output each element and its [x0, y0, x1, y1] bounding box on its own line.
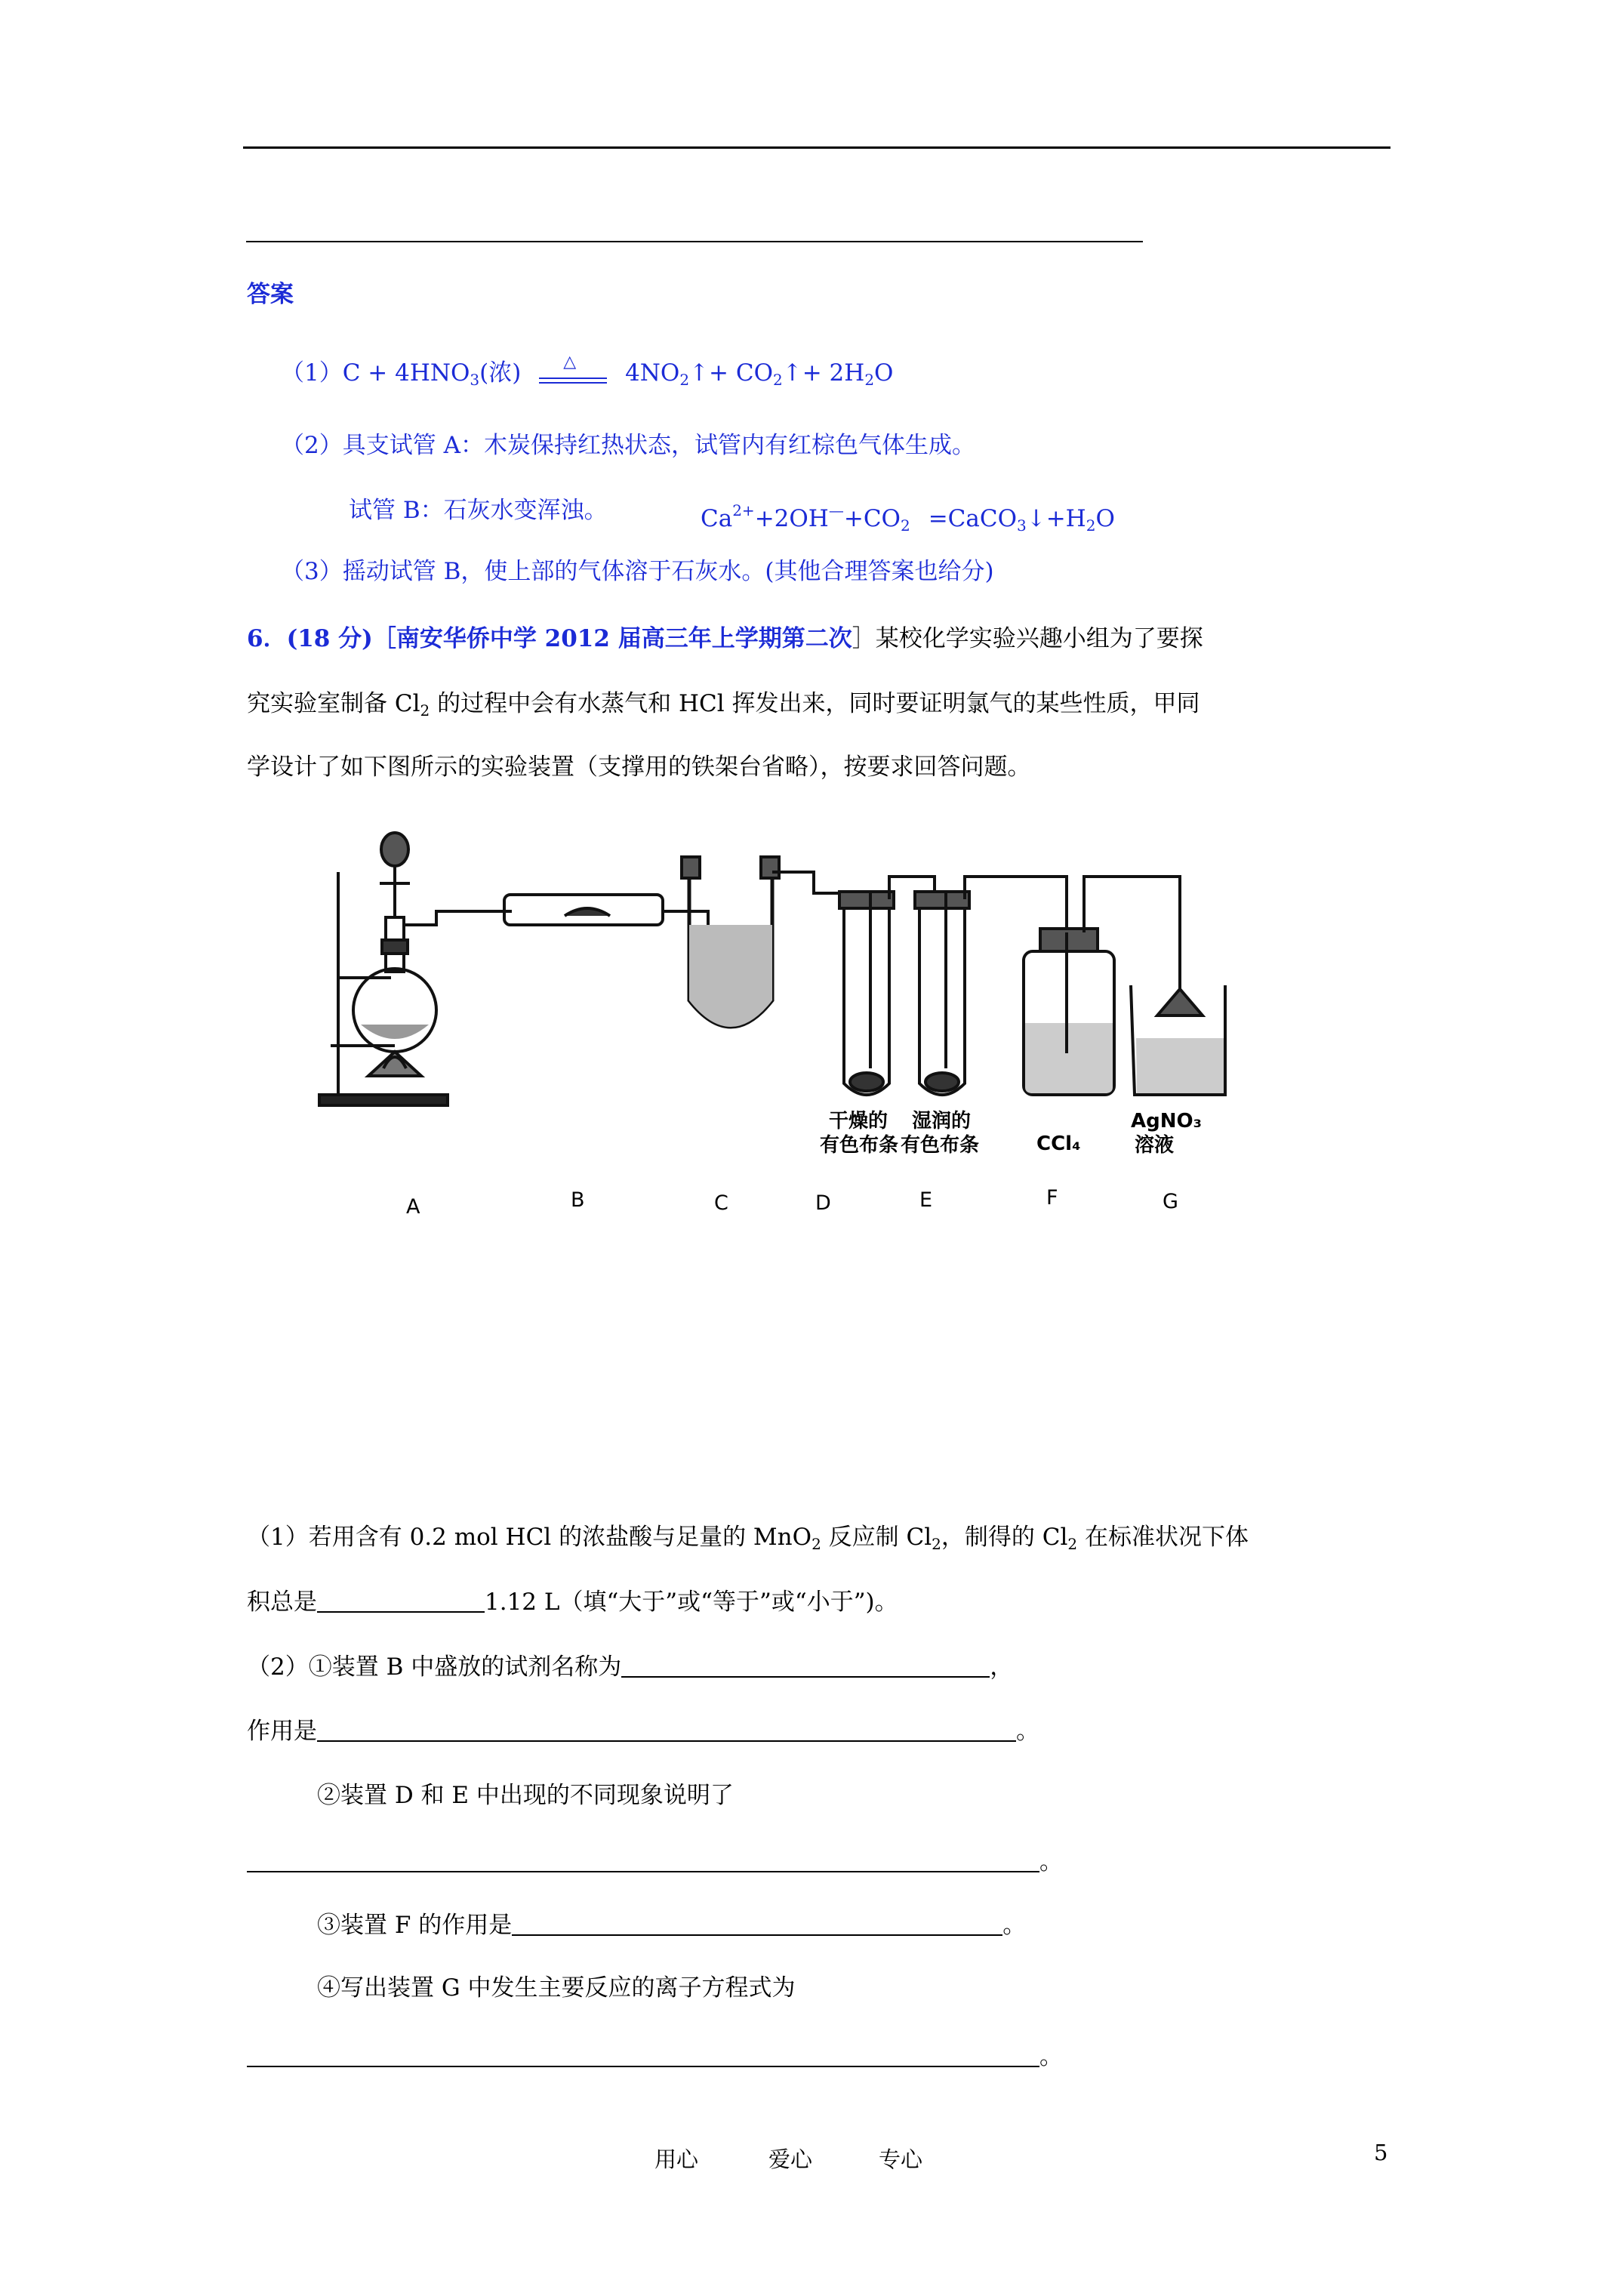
- apparatus-figure: [316, 827, 1229, 1227]
- q2-item4-answer: 。: [247, 2042, 1063, 2072]
- label-e-line2: 有色布条: [901, 1134, 980, 1157]
- answer-blank[interactable]: [247, 2045, 1039, 2067]
- answer-blank[interactable]: [317, 1719, 1016, 1742]
- label-C: C: [714, 1191, 728, 1215]
- question-6-line1: 6．(18 分)［南安华侨中学 2012 届高三年上学期第二次］某校化学实验兴趣小组为了要探: [247, 625, 1203, 652]
- reaction-condition: △: [539, 358, 607, 388]
- dropping-funnel: [381, 833, 408, 866]
- q2-item4: ④写出装置 G 中发生主要反应的离子方程式为: [317, 1974, 796, 2002]
- answer-blank[interactable]: [247, 1850, 1039, 1872]
- q2-item3: ③装置 F 的作用是 。: [317, 1912, 1027, 1939]
- stand-base: [319, 1095, 448, 1105]
- previous-answer-line: [246, 241, 1143, 242]
- page-number: 5: [1374, 2140, 1388, 2165]
- label-g-line2: 溶液: [1135, 1134, 1175, 1157]
- label-d-line2: 有色布条: [820, 1134, 899, 1157]
- header-rule: [243, 146, 1390, 149]
- answer-2-equation: $Ca^{2+}+2OH^—+CO_2$ $=CaCO_3↓+H_2O$: [701, 501, 1115, 535]
- test-tube-e: [919, 910, 965, 1095]
- label-D: D: [815, 1191, 831, 1215]
- answer-3: （3）摇动试管 B，使上部的气体溶于石灰水。(其他合理答案也给分): [281, 558, 994, 585]
- test-tube-d: [844, 910, 889, 1095]
- apparatus-diagram: [316, 827, 1229, 1227]
- label-F: F: [1046, 1186, 1058, 1210]
- answer-heading: 答案: [247, 281, 294, 308]
- answer-2-line2: 试管 B：石灰水变浑浊。: [349, 497, 608, 524]
- footer-item-3: 专心: [879, 2147, 923, 2172]
- label-A: A: [406, 1195, 420, 1219]
- label-e-line1: 湿润的: [912, 1110, 972, 1133]
- question-source: 南安华侨中学 2012 届高三年上学期第二次: [396, 625, 852, 652]
- answer-blank[interactable]: [621, 1655, 990, 1678]
- q1-line1: （1）若用含有 0.2 mol HCl 的浓盐酸与足量的 MnO$_2$ 反应制 $Cl_2$，制得的 $Cl_2$ 在标准状况下体: [247, 1524, 1249, 1553]
- answer-1: $(1)C + 4HNO_3$(浓) △ $4NO_2↑+$ $CO_2↑+ 2H_2O$: [281, 353, 894, 389]
- answer-blank[interactable]: [317, 1590, 485, 1613]
- footer-item-2: 爱心: [768, 2147, 813, 2172]
- q2-item2: ②装置 D 和 E 中出现的不同现象说明了: [317, 1782, 734, 1809]
- alcohol-lamp: [368, 1052, 421, 1076]
- q2-line2: 作用是 。: [247, 1718, 1039, 1745]
- q1-line2: 积总是 1.12 L（填“大于”或“等于”或“小于”)。: [247, 1589, 898, 1616]
- answer-2-line1: （2）具支试管 A：木炭保持红热状态，试管内有红棕色气体生成。: [281, 432, 975, 459]
- q2-line1: （2）①装置 B 中盛放的试剂名称为 ，: [247, 1653, 1014, 1681]
- round-flask: [353, 969, 436, 1052]
- label-E: E: [919, 1188, 933, 1212]
- label-f: CCl₄: [1036, 1133, 1081, 1155]
- footer-item-1: 用心: [654, 2147, 699, 2172]
- label-g-line1: AgNO₃: [1131, 1110, 1202, 1133]
- label-d-line1: 干燥的: [829, 1110, 888, 1133]
- question-6-line3: 学设计了如下图所示的实验装置（支撑用的铁架台省略），按要求回答问题。: [247, 754, 1031, 781]
- answer-blank[interactable]: [512, 1913, 1002, 1936]
- label-G: G: [1163, 1190, 1178, 1213]
- question-6-line2: 究实验室制备 $Cl_2$ 的过程中会有水蒸气和 HCl 挥发出来，同时要证明氯气的某些性质，甲同: [247, 690, 1200, 720]
- q2-item2-answer: 。: [247, 1847, 1063, 1877]
- label-B: B: [571, 1188, 585, 1212]
